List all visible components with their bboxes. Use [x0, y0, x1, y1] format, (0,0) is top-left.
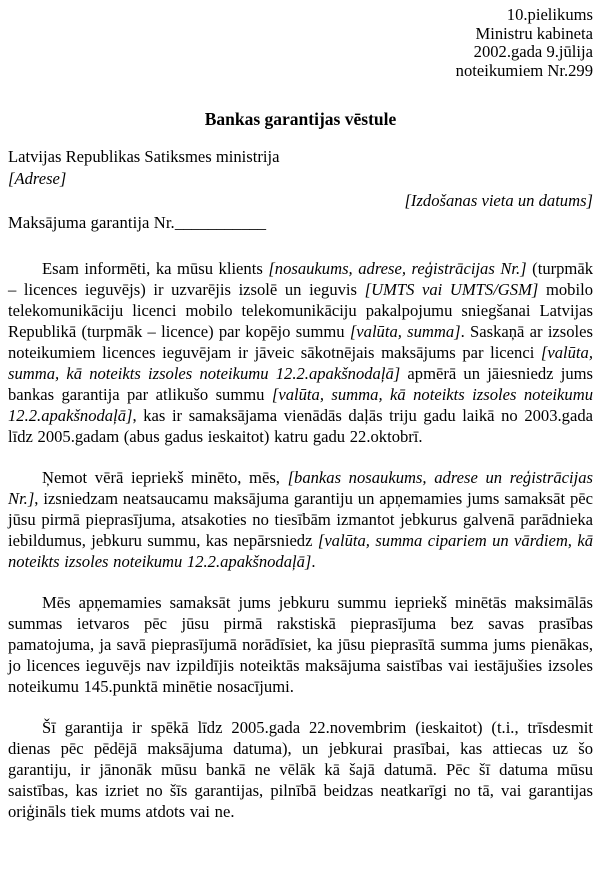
annex-reference-block: [8, 6, 593, 80]
regulation-date-line: 2002.gada 9.jūlija: [473, 42, 593, 61]
recipient-address-placeholder: [Adrese]: [8, 169, 67, 188]
guarantee-number-label: Maksājuma garantija Nr.: [8, 213, 175, 232]
paragraph-validity-term: Šī garantija ir spēkā līdz 2005.gada 22.novembrim (ieskaitot) (t.i., trīsdesmit dienas pēc pēdējā maksājuma datuma), un jebkurai prasībai, kas attiecas uz šo garantiju, ir jānonāk mūsu bankā ne vēlāk kā šajā datumā. Pēc šī datuma mūsu saistības, kas izriet no šīs garantijas, pilnībā beidzas neatkarīgi no tā, vai garantijas oriģināls tiek mums atdots vai ne.: [8, 718, 593, 821]
paragraph-guarantee-issuance: Ņemot vērā iepriekš minēto, mēs, [bankas nosaukums, adrese un reģistrācijas Nr.], izsniedzam neatsaucamu maksājuma garantiju un apņemamies jums samaksāt pēc jūsu pirmā pieprasījuma, atsakoties no tiesībām izmantot jebkurus galvenā parādnieka iebildumus, jebkuru summu, kas nepārsniedz [valūta, summa cipariem un vārdiem, kā noteikts izsoles noteikumu 12.2.apakšnodaļā].: [8, 468, 594, 571]
issue-place-date-placeholder: [Izdošanas vieta un datums]: [404, 191, 593, 210]
guarantee-number-line: [8, 212, 593, 234]
regulation-number-line: noteikumiem Nr.299: [455, 60, 593, 80]
cabinet-of-ministers-line: Ministru kabineta: [475, 23, 593, 43]
guarantee-number-blank: ___________: [174, 213, 267, 232]
recipient-name: Latvijas Republikas Satiksmes ministrija: [8, 147, 280, 166]
recipient-block: [8, 146, 593, 190]
paragraph-payment-obligation: Mēs apņemamies samaksāt jums jebkuru summu iepriekš minētās maksimālās summas ietvaros pēc jūsu pirmā rakstiskā pieprasījuma bez savas prasības pamatojuma, ja savā pieprasījumā norādīsiet, ka jūsu pieprasītā summa jums pienākas, jo licences ieguvējs nav izpildījis noteiktās maksājuma saistības vai iestājušies izsoles noteikumu 145.punktā minētie nosacījumi.: [8, 593, 593, 696]
document-title: Bankas garantijas vēstule: [204, 109, 397, 129]
letter-body: [8, 258, 593, 822]
annex-number-line: 10.pielikums: [506, 5, 593, 24]
paragraph-client-informed: Esam informēti, ka mūsu klients [nosaukums, adrese, reģistrācijas Nr.] (turpmāk – licences ieguvējs) ir uzvarējis izsolē un ieguvis [UMTS vai UMTS/GSM] mobilo telekomunikāciju licenci mobilo telekomunikāciju pakalpojumu sniegšanai Latvijas Republikā (turpmāk – licence) par kopējo summu [valūta, summa]. Saskaņā ar izsoles noteikumiem licences ieguvējam ir jāveic sākotnējais maksājums par licenci [valūta, summa, kā noteikts izsoles noteikumu 12.2.apakšnodaļā] apmērā un jāiesniedz jums bankas garantija par atlikušo summu [valūta, summa, kā noteikts izsoles noteikumu 12.2.apakšnodaļā], kas ir samaksājama vienādās daļās triju gadu laikā no 2003.gada līdz 2005.gadam (abus gadus ieskaitot) katru gadu 22.oktobrī.: [8, 259, 594, 446]
